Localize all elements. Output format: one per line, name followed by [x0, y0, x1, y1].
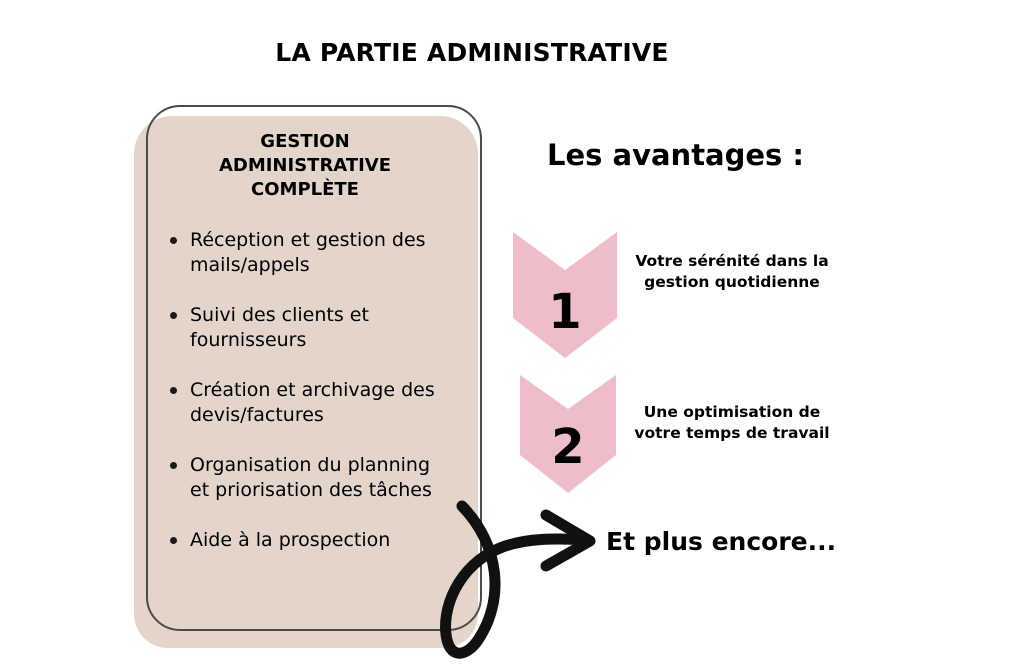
list-item-line: Suivi des clients et [190, 304, 369, 326]
card-heading-line: ADMINISTRATIVE [218, 155, 392, 176]
advantage-number: 2 [551, 419, 585, 475]
list-item-line: Création et archivage des [190, 379, 435, 401]
advantage-text-line: Votre sérénité dans la [635, 252, 829, 270]
list-item-line: et priorisation des tâches [190, 479, 432, 501]
card-heading-line: GESTION [260, 131, 350, 152]
page-title: LA PARTIE ADMINISTRATIVE [275, 38, 669, 67]
list-item-line: mails/appels [190, 254, 310, 276]
advantage-number: 1 [548, 284, 582, 340]
advantage-text-line: votre temps de travail [634, 424, 830, 442]
list-item-line: fournisseurs [190, 329, 307, 351]
advantage-text-line: gestion quotidienne [644, 273, 820, 291]
list-item-line: Aide à la prospection [190, 529, 391, 551]
more-text: Et plus encore... [606, 527, 837, 556]
list-item-line: devis/factures [190, 404, 324, 426]
list-item-line: Organisation du planning [190, 454, 431, 476]
advantage-text-line: Une optimisation de [643, 403, 821, 421]
card-heading-line: COMPLÈTE [251, 179, 359, 200]
list-item-line: Réception et gestion des [190, 229, 426, 251]
advantages-title: Les avantages : [547, 138, 805, 172]
